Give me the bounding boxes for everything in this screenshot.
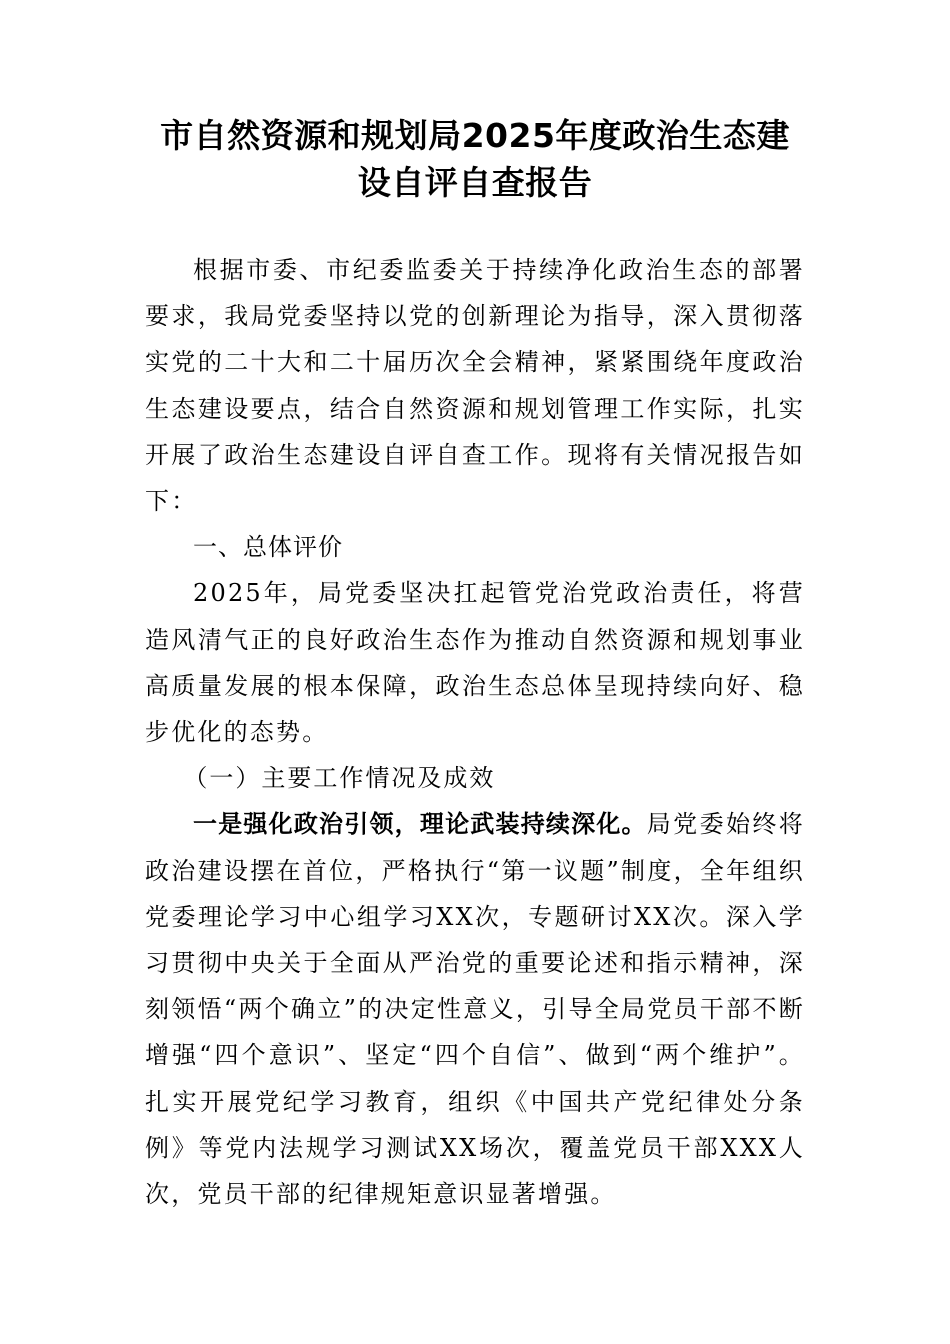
section-1-heading: 一、总体评价 (193, 533, 343, 562)
document-title (140, 112, 810, 206)
point-1-paragraph (145, 801, 805, 1217)
point-1-lead: 一是强化政治引领，理论武装持续深化。 (193, 810, 647, 839)
intro-paragraph: 根据市委、市纪委监委关于持续净化政治生态的部署要求，我局党委坚持以党的创新理论为指导，深入贯彻落实党的二十大和二十届历次全会精神，紧紧围绕年度政治生态建设要点，结合自然资源和规划管理工作实际，扎实开展了政治生态建设自评自查工作。现将有关情况报告如下： (145, 256, 805, 516)
document-body (145, 247, 805, 1217)
subsection-1-heading: （一）主要工作情况及成效 (183, 764, 496, 793)
point-1-text: 局党委始终将政治建设摆在首位，严格执行“第一议题”制度，全年组织党委理论学习中心组学习XX次，专题研讨XX次。深入学习贯彻中央关于全面从严治党的重要论述和指示精神，深刻领悟“两个确立”的决定性意义，引导全局党员干部不断增强“四个意识”、坚定“四个自信”、做到“两个维护”。扎实开展党纪学习教育，组织《中国共产党纪律处分条例》等党内法规学习测试XX场次，覆盖党员干部XXX人次，党员干部的纪律规矩意识显著增强。 (145, 810, 806, 1209)
section-1-paragraph: 2025年，局党委坚决扛起管党治党政治责任，将营造风清气正的良好政治生态作为推动自然资源和规划事业高质量发展的根本保障，政治生态总体呈现持续向好、稳步优化的态势。 (145, 579, 805, 747)
title-line-2: 设自评自查报告 (357, 163, 593, 202)
title-line-1: 市自然资源和规划局2025年度政治生态建 (160, 116, 790, 155)
